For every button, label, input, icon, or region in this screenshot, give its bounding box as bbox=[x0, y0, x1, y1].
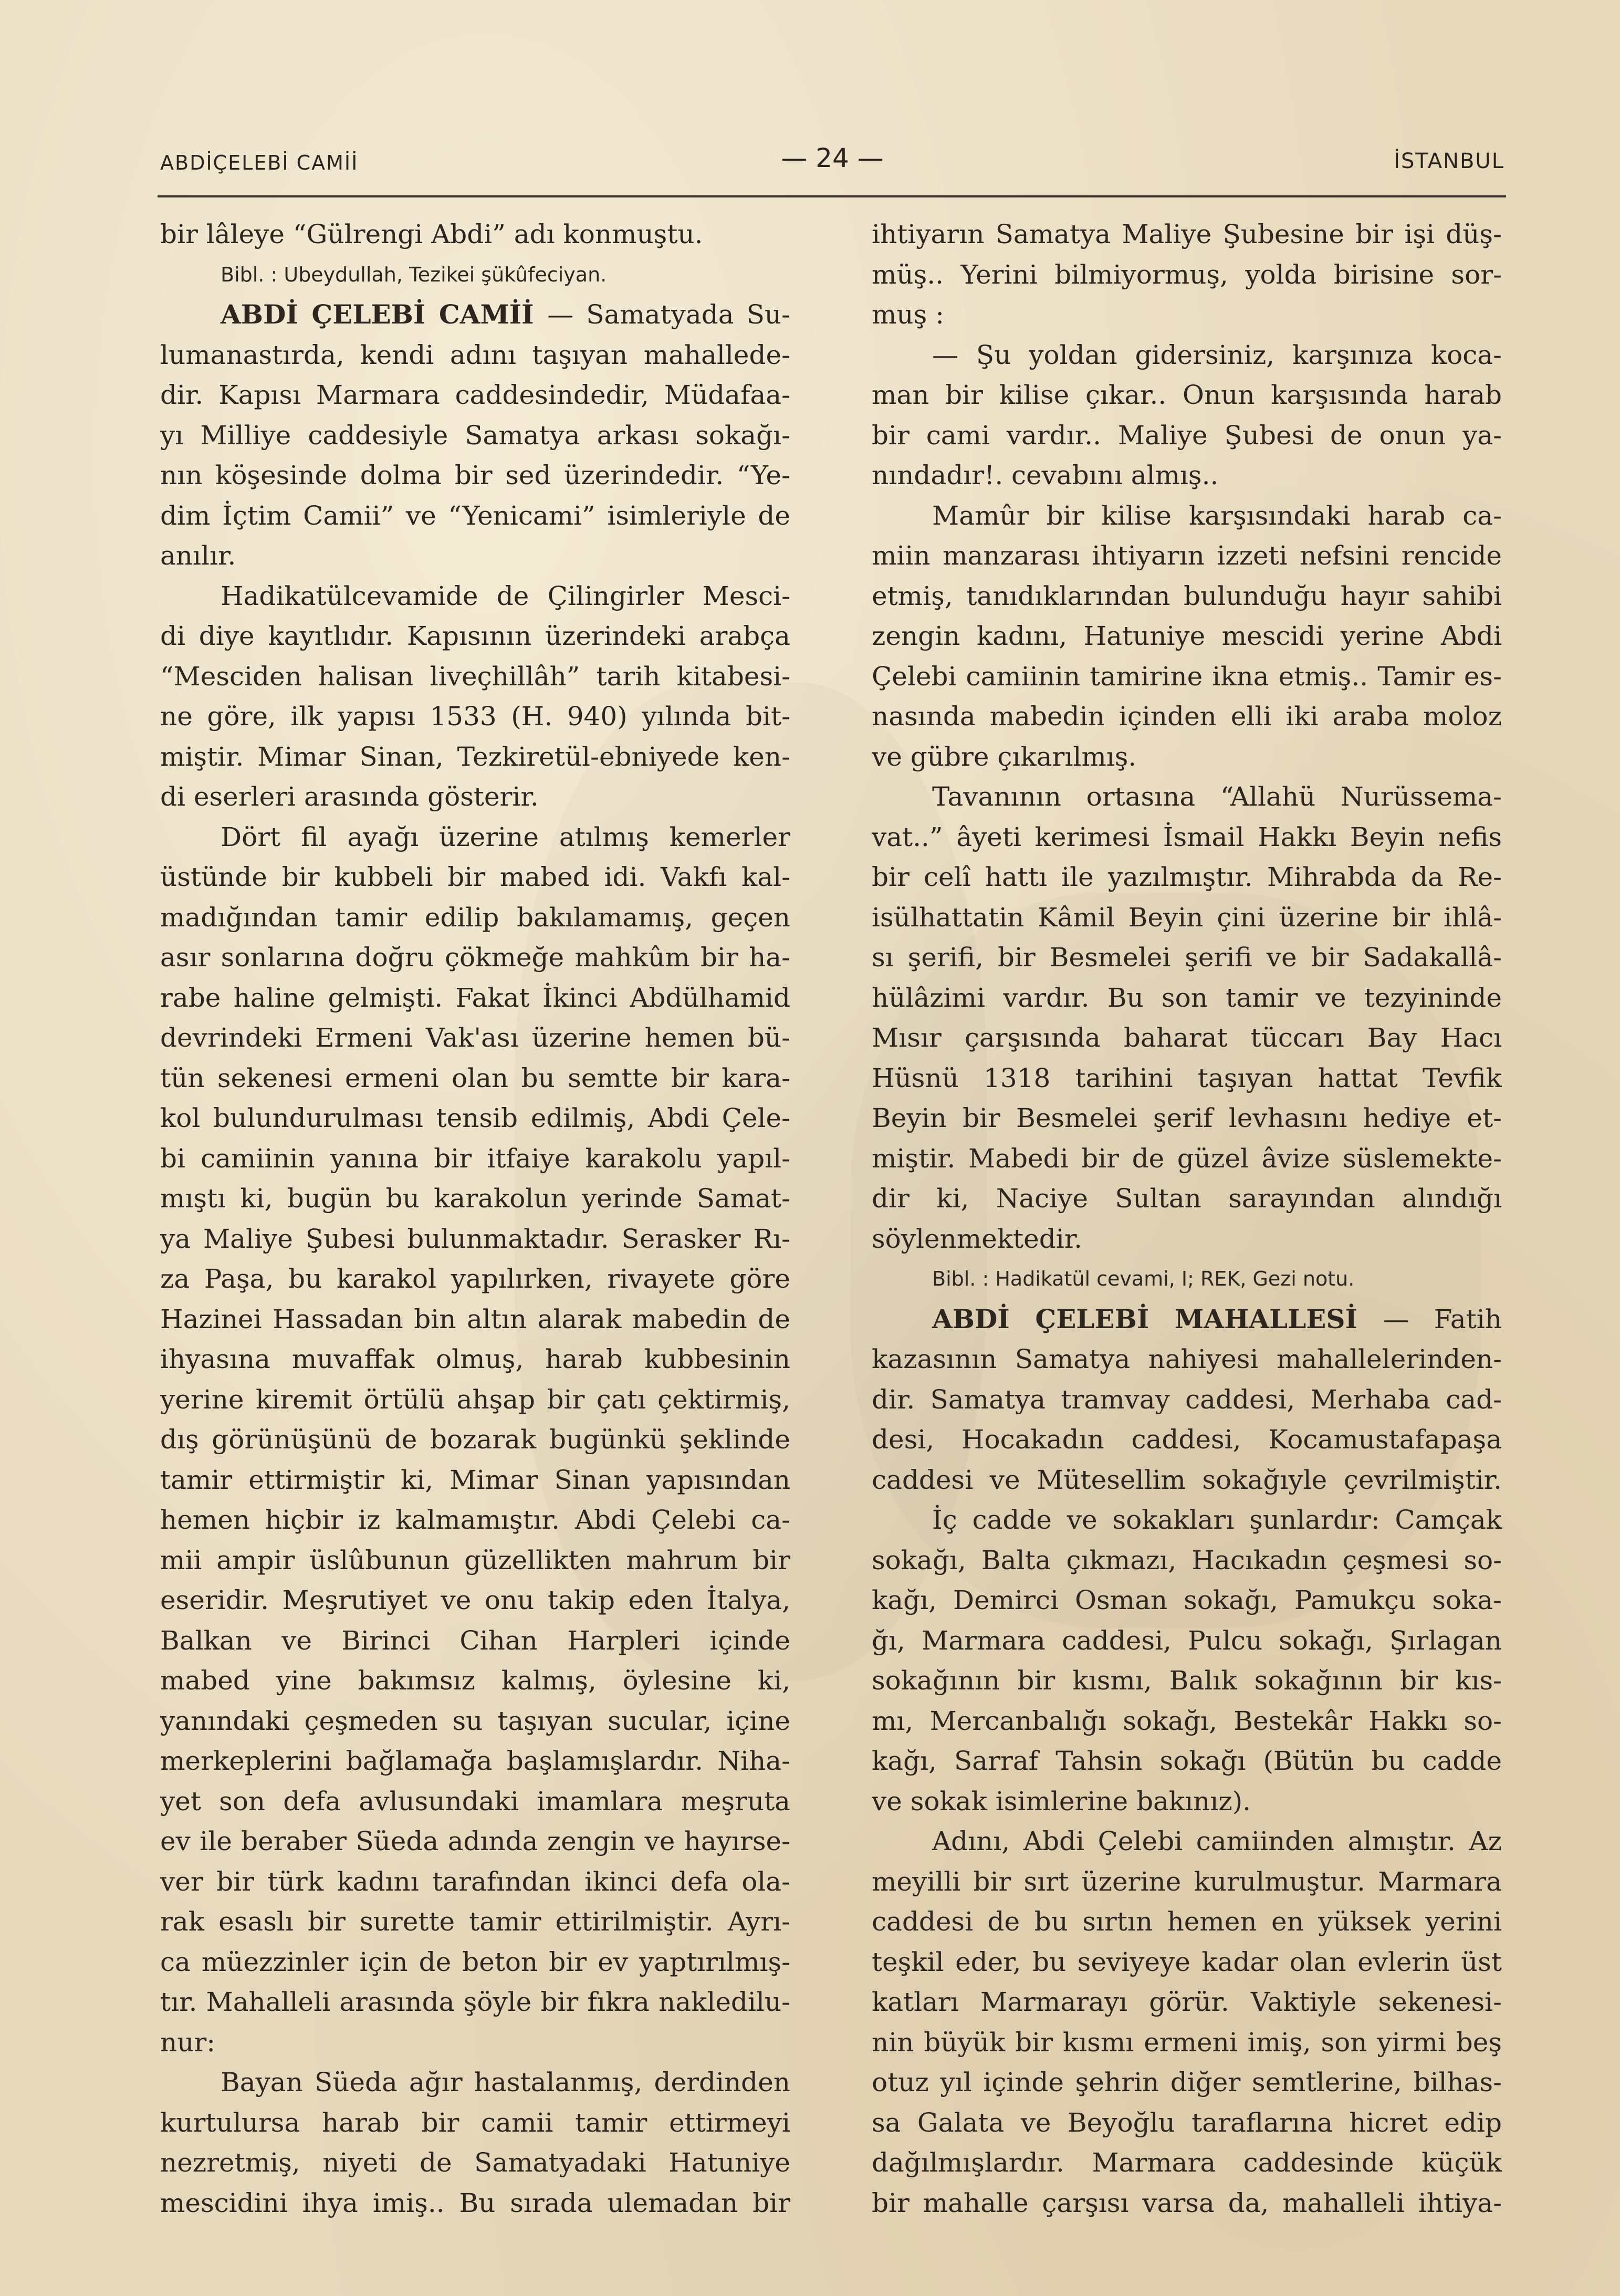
text-line: madığından tamir edilip bakılamamış, geçen bbox=[160, 902, 790, 933]
text-line: tır. Mahalleli arasında şöyle bir fıkra nakledilu- bbox=[160, 1987, 790, 2017]
text-line: dış görünüşünü de bozarak bugünkü şeklinde bbox=[160, 1424, 790, 1455]
text-line: Mısır çarşısında baharat tüccarı Bay Hacı bbox=[872, 1022, 1502, 1053]
text-line: caddesi de bu sırtın hemen en yüksek yerini bbox=[872, 1906, 1502, 1937]
text-line: dağılmışlardır. Marmara caddesinde küçük bbox=[872, 2147, 1502, 2178]
text-line: katları Marmarayı görür. Vaktiyle sekenesi- bbox=[872, 1987, 1502, 2017]
text-line: ca müezzinler için de beton bir ev yaptırılmış- bbox=[160, 1946, 790, 1977]
text-line: teşkil eder, bu seviyeye kadar olan evlerin üst bbox=[872, 1946, 1502, 1977]
text-line: mabed yine bakımsız kalmış, öylesine ki, bbox=[160, 1665, 790, 1696]
text-line: müş.. Yerini bilmiyormuş, yolda birisine sor- bbox=[872, 259, 1502, 290]
text-line: söylenmektedir. bbox=[872, 1223, 1083, 1254]
text-line: dir. Kapısı Marmara caddesindedir, Müdafaa- bbox=[160, 380, 790, 410]
text-line: dir ki, Naciye Sultan sarayından alındığı bbox=[872, 1183, 1502, 1214]
text-line: yı Milliye caddesiyle Samatya arkası sokağı- bbox=[160, 420, 790, 451]
text-line: hülâzimi vardır. Bu son tamir ve tezyininde bbox=[872, 982, 1502, 1013]
text-line: di eserleri arasında gösterir. bbox=[160, 781, 539, 812]
text-line: bi camiinin yanına bir itfaiye karakolu yapıl- bbox=[160, 1143, 790, 1174]
text-line: Çelebi camiinin tamirine ikna etmiş.. Tamir es- bbox=[872, 661, 1502, 692]
text-line: mescidini ihya imiş.. Bu sırada ulemadan bir bbox=[160, 2187, 790, 2218]
header-left-title: ABDİÇELEBİ CAMİİ bbox=[160, 151, 359, 174]
text-line: Bibl. : Hadikatül cevami, I; REK, Gezi notu. bbox=[932, 1267, 1355, 1290]
text-line: ver bir türk kadını tarafından ikinci defa ola- bbox=[160, 1866, 790, 1897]
text-line: man bir kilise çıkar.. Onun karşısında harab bbox=[872, 380, 1502, 410]
text-line: vat..” âyeti kerimesi İsmail Hakkı Beyin nefis bbox=[872, 821, 1502, 852]
text-line: bir cami vardır.. Maliye Şubesi de onun ya- bbox=[872, 420, 1502, 451]
header-rule bbox=[158, 195, 1506, 197]
text-line: devrindeki Ermeni Vak'ası üzerine hemen bü- bbox=[160, 1022, 790, 1053]
left-text-column bbox=[160, 214, 790, 2223]
text-line: muş : bbox=[872, 299, 945, 330]
entry-heading-line: ABDİ ÇELEBİ MAHALLESİ — Fatih bbox=[932, 1303, 1502, 1334]
text-line: miştir. Mabedi bir de güzel âvize süslemekte- bbox=[872, 1143, 1502, 1174]
text-line: kağı, Demirci Osman sokağı, Pamukçu soka- bbox=[872, 1585, 1502, 1615]
text-line: caddesi ve Mütesellim sokağıyle çevrilmiştir. bbox=[872, 1464, 1502, 1495]
text-line: kurtulursa harab bir camii tamir ettirmeyi bbox=[160, 2107, 790, 2138]
text-line: asır sonlarına doğru çökmeğe mahkûm bir ha- bbox=[160, 942, 790, 973]
text-line: ihyasına muvaffak olmuş, harab kubbesinin bbox=[160, 1344, 790, 1374]
text-line: Bayan Süeda ağır hastalanmış, derdinden bbox=[221, 2067, 790, 2097]
text-line: isülhattatin Kâmil Beyin çini üzerine bir ihlâ- bbox=[872, 902, 1502, 933]
text-line: nur: bbox=[160, 2027, 216, 2058]
text-line: Adını, Abdi Çelebi camiinden almıştır. Az bbox=[932, 1826, 1502, 1856]
text-line: — Şu yoldan gidersiniz, karşınıza koca- bbox=[932, 339, 1502, 370]
text-line: bir lâleye “Gülrengi Abdi” adı konmuştu. bbox=[160, 219, 703, 249]
text-line: nasında mabedin içinden elli iki araba moloz bbox=[872, 701, 1502, 732]
text-line: yanındaki çeşmeden su taşıyan sucular, içine bbox=[160, 1705, 790, 1736]
text-line: sokağı, Balta çıkmazı, Hacıkadın çeşmesi so- bbox=[872, 1544, 1502, 1575]
text-line: Balkan ve Birinci Cihan Harpleri içinde bbox=[160, 1625, 790, 1656]
text-line: anılır. bbox=[160, 540, 236, 571]
text-line: tamir ettirmiştir ki, Mimar Sinan yapısından bbox=[160, 1464, 790, 1495]
text-line: kağı, Sarraf Tahsin sokağı (Bütün bu cadde bbox=[872, 1746, 1502, 1776]
text-line: desi, Hocakadın caddesi, Kocamustafapaşa bbox=[872, 1424, 1502, 1455]
text-line: Bibl. : Ubeydullah, Tezikei şükûfeciyan. bbox=[221, 263, 607, 286]
text-line: hemen hiçbir iz kalmamıştır. Abdi Çelebi ca- bbox=[160, 1505, 790, 1535]
text-line: Mamûr bir kilise karşısındaki harab ca- bbox=[932, 500, 1502, 531]
right-text-column bbox=[872, 214, 1502, 2223]
text-line: sı şerifi, bir Besmelei şerifi ve bir Sadakallâ- bbox=[872, 942, 1502, 973]
text-line: di diye kayıtlıdır. Kapısının üzerindeki arabça bbox=[160, 621, 790, 651]
text-line: kol bulundurulması tensib edilmiş, Abdi Çele- bbox=[160, 1103, 790, 1133]
text-line: Dört fil ayağı üzerine atılmış kemerler bbox=[221, 821, 790, 852]
text-line: tün sekenesi ermeni olan bu semtte bir kara- bbox=[160, 1062, 790, 1093]
text-line: üstünde bir kubbeli bir mabed idi. Vakfı kal- bbox=[160, 862, 790, 892]
text-line: İç cadde ve sokakları şunlardır: Camçak bbox=[932, 1505, 1502, 1535]
header-right-title: İSTANBUL bbox=[1394, 149, 1504, 173]
text-line: rabe haline gelmişti. Fakat İkinci Abdülhamid bbox=[160, 982, 790, 1013]
text-line: rak esaslı bir surette tamir ettirilmiştir. Ayrı- bbox=[160, 1906, 790, 1937]
text-line: Tavanının ortasına “Allahü Nurüssema- bbox=[932, 781, 1502, 812]
text-line: sa Galata ve Beyoğlu taraflarına hicret edip bbox=[872, 2107, 1502, 2138]
text-line: yerine kiremit örtülü ahşap bir çatı çektirmiş, bbox=[160, 1384, 790, 1415]
text-line: “Mesciden halisan liveçhillâh” tarih kitabesi- bbox=[160, 661, 790, 692]
text-line: etmiş, tanıdıklarından bulunduğu hayır sahibi bbox=[872, 580, 1502, 611]
text-line: bir mahalle çarşısı varsa da, mahalleli ihtiya- bbox=[872, 2187, 1502, 2218]
text-line: otuz yıl içinde şehrin diğer semtlerine, bilhas- bbox=[872, 2067, 1502, 2097]
text-line: Hüsnü 1318 tarihini taşıyan hattat Tevfik bbox=[872, 1062, 1502, 1093]
text-line: yet son defa avlusundaki imamlara meşruta bbox=[160, 1786, 790, 1817]
text-line: mii ampir üslûbunun güzellikten mahrum bir bbox=[160, 1544, 790, 1575]
text-line: dir. Samatya tramvay caddesi, Merhaba cad- bbox=[872, 1384, 1502, 1415]
text-line: merkeplerini bağlamağa başlamışlardır. Niha- bbox=[160, 1746, 790, 1776]
text-line: za Paşa, bu karakol yapılırken, rivayete göre bbox=[160, 1264, 790, 1294]
text-line: nın köşesinde dolma bir sed üzerindedir. “Ye- bbox=[160, 460, 790, 490]
running-header bbox=[160, 143, 1504, 185]
text-line: eseridir. Meşrutiyet ve onu takip eden İtalya, bbox=[160, 1585, 790, 1615]
text-line: miin manzarası ihtiyarın izzeti nefsini rencide bbox=[872, 540, 1502, 571]
text-line: bir celî hattı ile yazılmıştır. Mihrabda da Re- bbox=[872, 862, 1502, 892]
text-line: ihtiyarın Samatya Maliye Şubesine bir işi düş- bbox=[872, 219, 1502, 249]
text-line: sokağının bir kısmı, Balık sokağının bir kıs- bbox=[872, 1665, 1502, 1696]
entry-heading-line: ABDİ ÇELEBİ CAMİİ — Samatyada Su- bbox=[221, 299, 790, 330]
text-line: Beyin bir Besmelei şerif levhasını hediye et- bbox=[872, 1103, 1502, 1133]
text-line: lumanastırda, kendi adını taşıyan mahallede- bbox=[160, 339, 790, 370]
text-line: ev ile beraber Süeda adında zengin ve hayırse- bbox=[160, 1826, 790, 1856]
text-line: miştir. Mimar Sinan, Tezkiretül-ebniyede ken- bbox=[160, 741, 790, 772]
text-line: ya Maliye Şubesi bulunmaktadır. Serasker Rı- bbox=[160, 1223, 790, 1254]
page-number: — 24 — bbox=[781, 143, 884, 173]
text-line: mı, Mercanbalığı sokağı, Bestekâr Hakkı so- bbox=[872, 1705, 1502, 1736]
text-line: Hadikatülcevamide de Çilingirler Mesci- bbox=[221, 580, 790, 611]
text-line: nındadır!. cevabını almış.. bbox=[872, 460, 1219, 490]
text-line: nezretmiş, niyeti de Samatyadaki Hatuniye bbox=[160, 2147, 790, 2178]
text-line: kazasının Samatya nahiyesi mahallelerinden- bbox=[872, 1344, 1502, 1374]
text-line: ğı, Marmara caddesi, Pulcu sokağı, Şırlagan bbox=[872, 1625, 1502, 1656]
text-line: mıştı ki, bugün bu karakolun yerinde Samat- bbox=[160, 1183, 790, 1214]
text-line: Hazinei Hassadan bin altın alarak mabedin de bbox=[160, 1303, 790, 1334]
text-line: dim İçtim Camii” ve “Yenicami” isimleriyle de bbox=[160, 500, 790, 531]
text-line: ve gübre çıkarılmış. bbox=[872, 741, 1137, 772]
text-line: nin büyük bir kısmı ermeni imiş, son yirmi beş bbox=[872, 2027, 1502, 2058]
text-line: meyilli bir sırt üzerine kurulmuştur. Marmara bbox=[872, 1866, 1502, 1897]
text-line: zengin kadını, Hatuniye mescidi yerine Abdi bbox=[872, 621, 1502, 651]
text-line: ne göre, ilk yapısı 1533 (H. 940) yılında bit- bbox=[160, 701, 790, 732]
text-line: ve sokak isimlerine bakınız). bbox=[872, 1786, 1251, 1817]
